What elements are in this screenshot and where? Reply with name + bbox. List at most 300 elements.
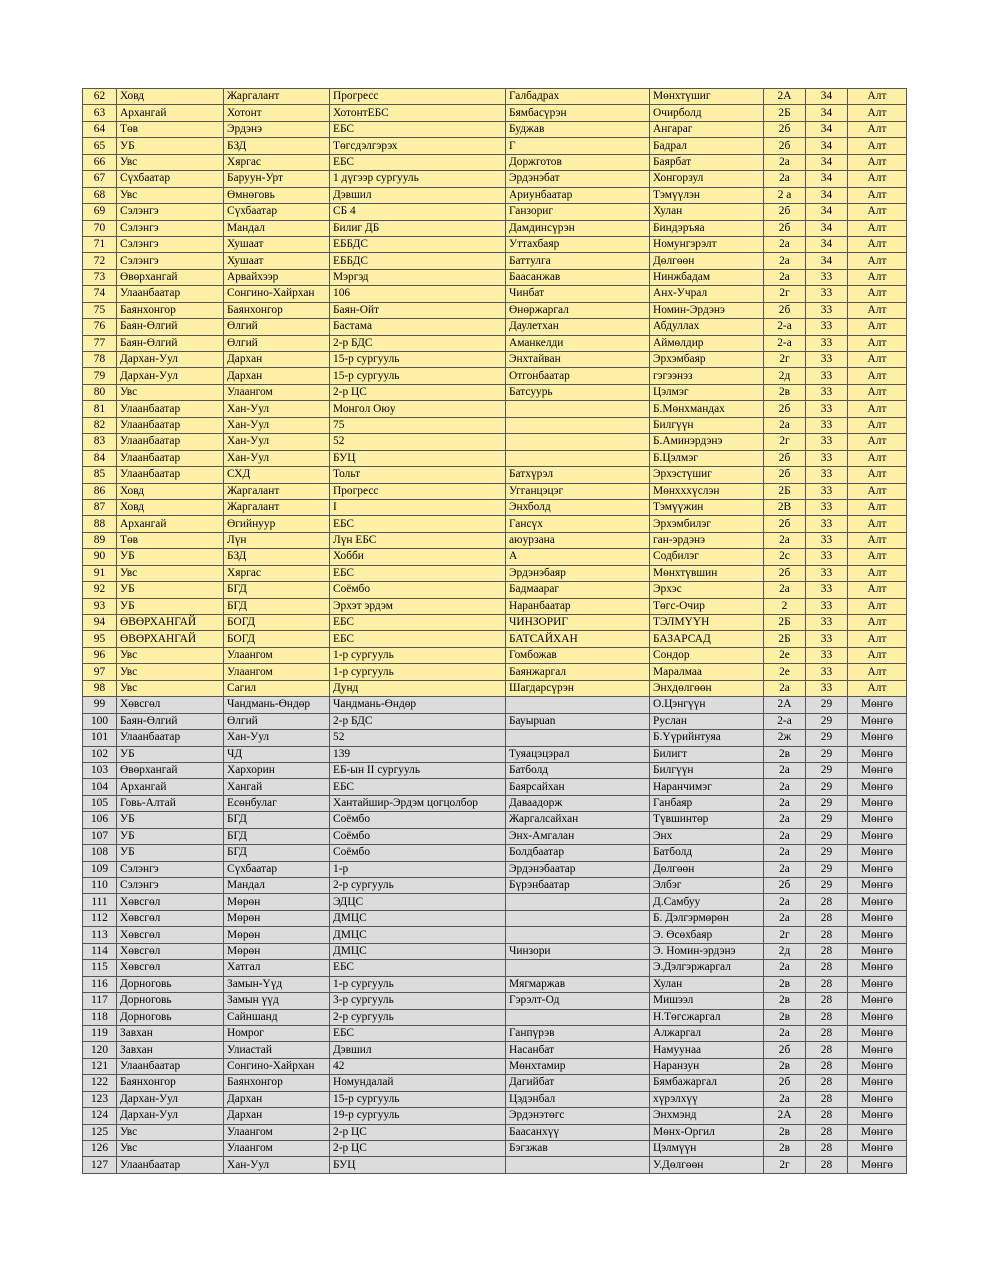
row-number: 79: [83, 368, 117, 384]
school-cell: ЕБ-ын II сургууль: [330, 762, 506, 778]
sum-cell: Улаангом: [224, 384, 330, 400]
score-cell: 33: [806, 434, 848, 450]
school-cell: ЭДЦС: [330, 894, 506, 910]
school-cell: 15-р сургууль: [330, 1091, 506, 1107]
score-cell: 33: [806, 549, 848, 565]
student-cell: Билгүүн: [650, 417, 764, 433]
row-number: 86: [83, 483, 117, 499]
grade-cell: 2в: [764, 1124, 806, 1140]
aimag-cell: Дархан-Уул: [117, 352, 224, 368]
teacher-cell: Бүрэнбаатар: [506, 878, 650, 894]
grade-cell: 2в: [764, 993, 806, 1009]
teacher-cell: Чинзори: [506, 943, 650, 959]
medal-cell: Алт: [848, 302, 907, 318]
row-number: 100: [83, 713, 117, 729]
table-row: [83, 138, 907, 154]
sum-cell: Хан-Уул: [224, 730, 330, 746]
medal-cell: Алт: [848, 220, 907, 236]
grade-cell: 2-а: [764, 319, 806, 335]
school-cell: 106: [330, 286, 506, 302]
sum-cell: Баруун-Урт: [224, 171, 330, 187]
aimag-cell: Улаанбаатар: [117, 467, 224, 483]
student-cell: Бадрал: [650, 138, 764, 154]
score-cell: 29: [806, 762, 848, 778]
table-row: [83, 204, 907, 220]
student-cell: Намуунаа: [650, 1042, 764, 1058]
grade-cell: 2а: [764, 894, 806, 910]
aimag-cell: Баянхонгор: [117, 1075, 224, 1091]
table-row: [83, 1124, 907, 1140]
aimag-cell: Говь-Алтай: [117, 795, 224, 811]
medal-cell: Алт: [848, 647, 907, 663]
student-cell: Мөнхтүшиг: [650, 89, 764, 105]
score-cell: 33: [806, 516, 848, 532]
teacher-cell: [506, 730, 650, 746]
teacher-cell: Доржготов: [506, 154, 650, 170]
sum-cell: Өлгий: [224, 713, 330, 729]
aimag-cell: Увс: [117, 384, 224, 400]
school-cell: Баян-Ойт: [330, 302, 506, 318]
teacher-cell: Жаргалсайхан: [506, 812, 650, 828]
aimag-cell: Улаанбаатар: [117, 730, 224, 746]
row-number: 94: [83, 615, 117, 631]
school-cell: 139: [330, 746, 506, 762]
student-cell: Аймөлдир: [650, 335, 764, 351]
medal-cell: Мөнгө: [848, 943, 907, 959]
row-number: 119: [83, 1025, 117, 1041]
row-number: 62: [83, 89, 117, 105]
school-cell: 19-р сургууль: [330, 1108, 506, 1124]
teacher-cell: Ариунбаатар: [506, 187, 650, 203]
school-cell: 1 дүгээр сургууль: [330, 171, 506, 187]
school-cell: 52: [330, 730, 506, 746]
sum-cell: Өлгий: [224, 335, 330, 351]
score-cell: 29: [806, 812, 848, 828]
row-number: 63: [83, 105, 117, 121]
school-cell: 1-р: [330, 861, 506, 877]
row-number: 88: [83, 516, 117, 532]
school-cell: Тольт: [330, 467, 506, 483]
medal-cell: Мөнгө: [848, 1091, 907, 1107]
score-cell: 33: [806, 467, 848, 483]
school-cell: ЕБС: [330, 779, 506, 795]
student-cell: Содбилэг: [650, 549, 764, 565]
score-cell: 33: [806, 615, 848, 631]
sum-cell: Чандмань-Өндөр: [224, 697, 330, 713]
table-row: [83, 1025, 907, 1041]
table-row: [83, 121, 907, 137]
table-row: [83, 1009, 907, 1025]
row-number: 64: [83, 121, 117, 137]
teacher-cell: Эрдэнэтөгс: [506, 1108, 650, 1124]
grade-cell: 2б: [764, 1042, 806, 1058]
row-number: 99: [83, 697, 117, 713]
aimag-cell: Увс: [117, 1124, 224, 1140]
row-number: 95: [83, 631, 117, 647]
teacher-cell: Уттахбаяр: [506, 236, 650, 252]
medal-cell: Мөнгө: [848, 713, 907, 729]
row-number: 117: [83, 993, 117, 1009]
table-row: [83, 861, 907, 877]
school-cell: Хобби: [330, 549, 506, 565]
sum-cell: Улаангом: [224, 1141, 330, 1157]
school-cell: Хантайшир-Эрдэм цогцолбор: [330, 795, 506, 811]
row-number: 124: [83, 1108, 117, 1124]
student-cell: Цэлмүүн: [650, 1141, 764, 1157]
sum-cell: Замын үүд: [224, 993, 330, 1009]
medal-cell: Алт: [848, 154, 907, 170]
grade-cell: 2б: [764, 878, 806, 894]
grade-cell: 2а: [764, 1091, 806, 1107]
sum-cell: Хан-Уул: [224, 434, 330, 450]
grade-cell: 2б: [764, 204, 806, 220]
table-row: [83, 730, 907, 746]
table-row: [83, 664, 907, 680]
aimag-cell: Сэлэнгэ: [117, 236, 224, 252]
student-cell: Дөлгөөн: [650, 253, 764, 269]
teacher-cell: Гансүх: [506, 516, 650, 532]
table-row: [83, 1108, 907, 1124]
school-cell: 2-р ЦС: [330, 1124, 506, 1140]
score-cell: 34: [806, 138, 848, 154]
teacher-cell: Баасанжав: [506, 269, 650, 285]
medal-cell: Мөнгө: [848, 730, 907, 746]
aimag-cell: Ховд: [117, 483, 224, 499]
student-cell: Ганбаяр: [650, 795, 764, 811]
sum-cell: БЗД: [224, 549, 330, 565]
medal-cell: Мөнгө: [848, 878, 907, 894]
table-row: [83, 647, 907, 663]
aimag-cell: УБ: [117, 549, 224, 565]
medal-cell: Алт: [848, 680, 907, 696]
score-cell: 29: [806, 828, 848, 844]
row-number: 106: [83, 812, 117, 828]
sum-cell: Сүхбаатар: [224, 861, 330, 877]
table-row: [83, 565, 907, 581]
student-cell: гэгээнэз: [650, 368, 764, 384]
table-row: [83, 384, 907, 400]
teacher-cell: Энх-Амгалан: [506, 828, 650, 844]
score-cell: 28: [806, 1108, 848, 1124]
grade-cell: 2б: [764, 467, 806, 483]
table-row: [83, 713, 907, 729]
grade-cell: 2а: [764, 779, 806, 795]
grade-cell: 2ж: [764, 730, 806, 746]
medal-cell: Мөнгө: [848, 894, 907, 910]
student-cell: Цэлмэг: [650, 384, 764, 400]
school-cell: ДМЦС: [330, 943, 506, 959]
aimag-cell: ӨВӨРХАНГАЙ: [117, 615, 224, 631]
aimag-cell: Увс: [117, 664, 224, 680]
teacher-cell: А: [506, 549, 650, 565]
school-cell: 1-р сургууль: [330, 976, 506, 992]
results-table-body: [83, 89, 907, 1174]
score-cell: 33: [806, 335, 848, 351]
sum-cell: Мөрөн: [224, 927, 330, 943]
row-number: 74: [83, 286, 117, 302]
school-cell: Дэвшил: [330, 187, 506, 203]
row-number: 121: [83, 1058, 117, 1074]
teacher-cell: Эрдэнэбат: [506, 171, 650, 187]
student-cell: Биндэръяа: [650, 220, 764, 236]
aimag-cell: Увс: [117, 154, 224, 170]
aimag-cell: Дорноговь: [117, 976, 224, 992]
school-cell: Билиг ДБ: [330, 220, 506, 236]
student-cell: Б.Үүрийнтуяа: [650, 730, 764, 746]
teacher-cell: Гомбожав: [506, 647, 650, 663]
school-cell: Төгсдэлгэрэх: [330, 138, 506, 154]
row-number: 120: [83, 1042, 117, 1058]
school-cell: 2-р ЦС: [330, 1141, 506, 1157]
student-cell: Маралмаа: [650, 664, 764, 680]
score-cell: 33: [806, 368, 848, 384]
grade-cell: 2б: [764, 401, 806, 417]
row-number: 93: [83, 598, 117, 614]
grade-cell: 2а: [764, 680, 806, 696]
row-number: 80: [83, 384, 117, 400]
sum-cell: Баянхонгор: [224, 1075, 330, 1091]
grade-cell: 2б: [764, 302, 806, 318]
table-row: [83, 105, 907, 121]
table-row: [83, 368, 907, 384]
table-row: [83, 1075, 907, 1091]
grade-cell: 2в: [764, 1058, 806, 1074]
student-cell: Баярбат: [650, 154, 764, 170]
teacher-cell: Баттулга: [506, 253, 650, 269]
school-cell: Соёмбо: [330, 845, 506, 861]
aimag-cell: Хөвсгөл: [117, 910, 224, 926]
score-cell: 34: [806, 220, 848, 236]
aimag-cell: Улаанбаатар: [117, 286, 224, 302]
sum-cell: Мандал: [224, 878, 330, 894]
student-cell: Б.Мөнхмандах: [650, 401, 764, 417]
grade-cell: 2-а: [764, 713, 806, 729]
sum-cell: Хангай: [224, 779, 330, 795]
aimag-cell: Увс: [117, 647, 224, 663]
table-row: [83, 746, 907, 762]
school-cell: 2-р БДС: [330, 335, 506, 351]
row-number: 116: [83, 976, 117, 992]
medal-cell: Алт: [848, 434, 907, 450]
student-cell: БАЗАРСАД: [650, 631, 764, 647]
grade-cell: 2г: [764, 434, 806, 450]
medal-cell: Алт: [848, 253, 907, 269]
sum-cell: БГД: [224, 598, 330, 614]
school-cell: Соёмбо: [330, 812, 506, 828]
score-cell: 29: [806, 746, 848, 762]
teacher-cell: Бэгзжав: [506, 1141, 650, 1157]
aimag-cell: Дархан-Уул: [117, 1091, 224, 1107]
table-row: [83, 549, 907, 565]
grade-cell: 2Б: [764, 105, 806, 121]
teacher-cell: Туяацэцэрал: [506, 746, 650, 762]
score-cell: 28: [806, 976, 848, 992]
row-number: 108: [83, 845, 117, 861]
grade-cell: 2Б: [764, 631, 806, 647]
medal-cell: Алт: [848, 335, 907, 351]
school-cell: ЕББДС: [330, 236, 506, 252]
score-cell: 28: [806, 1157, 848, 1173]
student-cell: Б. Дэлгэрмөрөн: [650, 910, 764, 926]
score-cell: 33: [806, 352, 848, 368]
medal-cell: Мөнгө: [848, 1141, 907, 1157]
row-number: 82: [83, 417, 117, 433]
medal-cell: Мөнгө: [848, 976, 907, 992]
teacher-cell: Наранбаатар: [506, 598, 650, 614]
sum-cell: БГД: [224, 828, 330, 844]
teacher-cell: Батсуурь: [506, 384, 650, 400]
score-cell: 34: [806, 121, 848, 137]
school-cell: Прогресс: [330, 483, 506, 499]
aimag-cell: Хөвсгөл: [117, 894, 224, 910]
row-number: 113: [83, 927, 117, 943]
score-cell: 33: [806, 499, 848, 515]
score-cell: 34: [806, 171, 848, 187]
school-cell: ЕБС: [330, 1025, 506, 1041]
table-row: [83, 598, 907, 614]
teacher-cell: [506, 910, 650, 926]
teacher-cell: Аманкелди: [506, 335, 650, 351]
school-cell: БУЦ: [330, 1157, 506, 1173]
score-cell: 28: [806, 943, 848, 959]
aimag-cell: Сэлэнгэ: [117, 204, 224, 220]
school-cell: Номундалай: [330, 1075, 506, 1091]
student-cell: Эрхэмбаяр: [650, 352, 764, 368]
sum-cell: Өгийнуур: [224, 516, 330, 532]
school-cell: ДМЦС: [330, 927, 506, 943]
score-cell: 29: [806, 713, 848, 729]
teacher-cell: [506, 434, 650, 450]
teacher-cell: Чинбат: [506, 286, 650, 302]
row-number: 125: [83, 1124, 117, 1140]
aimag-cell: УБ: [117, 582, 224, 598]
sum-cell: Лүн: [224, 532, 330, 548]
school-cell: Дунд: [330, 680, 506, 696]
aimag-cell: УБ: [117, 138, 224, 154]
grade-cell: 2б: [764, 138, 806, 154]
medal-cell: Алт: [848, 384, 907, 400]
row-number: 76: [83, 319, 117, 335]
sum-cell: Мөрөн: [224, 894, 330, 910]
table-row: [83, 812, 907, 828]
student-cell: Мөнхххүслэн: [650, 483, 764, 499]
student-cell: Хулан: [650, 976, 764, 992]
medal-cell: Алт: [848, 615, 907, 631]
table-row: [83, 401, 907, 417]
score-cell: 33: [806, 664, 848, 680]
aimag-cell: Баян-Өлгий: [117, 335, 224, 351]
sum-cell: СХД: [224, 467, 330, 483]
grade-cell: 2б: [764, 450, 806, 466]
row-number: 67: [83, 171, 117, 187]
grade-cell: 2а: [764, 154, 806, 170]
score-cell: 34: [806, 154, 848, 170]
teacher-cell: [506, 894, 650, 910]
school-cell: Прогресс: [330, 89, 506, 105]
sum-cell: Өмнөговь: [224, 187, 330, 203]
school-cell: Эрхэт эрдэм: [330, 598, 506, 614]
grade-cell: 2д: [764, 368, 806, 384]
grade-cell: 2а: [764, 910, 806, 926]
table-row: [83, 171, 907, 187]
medal-cell: Алт: [848, 269, 907, 285]
teacher-cell: Дагийбат: [506, 1075, 650, 1091]
table-row: [83, 631, 907, 647]
teacher-cell: Бадмаараг: [506, 582, 650, 598]
teacher-cell: [506, 927, 650, 943]
aimag-cell: Дархан-Уул: [117, 1108, 224, 1124]
row-number: 96: [83, 647, 117, 663]
teacher-cell: Энхболд: [506, 499, 650, 515]
teacher-cell: Эрдэнэбаатар: [506, 861, 650, 877]
sum-cell: ЧД: [224, 746, 330, 762]
school-cell: ЕБС: [330, 615, 506, 631]
medal-cell: Алт: [848, 549, 907, 565]
teacher-cell: Баярсайхан: [506, 779, 650, 795]
grade-cell: 2с: [764, 549, 806, 565]
table-row: [83, 1058, 907, 1074]
row-number: 75: [83, 302, 117, 318]
score-cell: 33: [806, 401, 848, 417]
table-row: [83, 943, 907, 959]
grade-cell: 2 а: [764, 187, 806, 203]
student-cell: Тэмүүлэн: [650, 187, 764, 203]
medal-cell: Алт: [848, 417, 907, 433]
sum-cell: Есөнбулаг: [224, 795, 330, 811]
medal-cell: Мөнгө: [848, 1108, 907, 1124]
sum-cell: Жаргалант: [224, 499, 330, 515]
teacher-cell: БАТСАЙХАН: [506, 631, 650, 647]
table-row: [83, 467, 907, 483]
school-cell: ЕБС: [330, 960, 506, 976]
grade-cell: 2Б: [764, 615, 806, 631]
teacher-cell: Галбадрах: [506, 89, 650, 105]
teacher-cell: [506, 401, 650, 417]
score-cell: 33: [806, 598, 848, 614]
table-row: [83, 697, 907, 713]
score-cell: 28: [806, 927, 848, 943]
table-row: [83, 894, 907, 910]
medal-cell: Алт: [848, 105, 907, 121]
student-cell: Эрхэс: [650, 582, 764, 598]
teacher-cell: [506, 1009, 650, 1025]
student-cell: Э.Дэлгэржаргал: [650, 960, 764, 976]
sum-cell: Улаангом: [224, 664, 330, 680]
sum-cell: Мөрөн: [224, 943, 330, 959]
medal-cell: Алт: [848, 664, 907, 680]
score-cell: 33: [806, 647, 848, 663]
row-number: 73: [83, 269, 117, 285]
teacher-cell: Г: [506, 138, 650, 154]
table-row: [83, 993, 907, 1009]
row-number: 122: [83, 1075, 117, 1091]
aimag-cell: Улаанбаатар: [117, 450, 224, 466]
medal-cell: Мөнгө: [848, 697, 907, 713]
score-cell: 33: [806, 565, 848, 581]
teacher-cell: Шагдарсүрэн: [506, 680, 650, 696]
grade-cell: 2а: [764, 532, 806, 548]
row-number: 69: [83, 204, 117, 220]
row-number: 110: [83, 878, 117, 894]
row-number: 83: [83, 434, 117, 450]
student-cell: Нинжбадам: [650, 269, 764, 285]
aimag-cell: Архангай: [117, 105, 224, 121]
score-cell: 33: [806, 631, 848, 647]
score-cell: 33: [806, 680, 848, 696]
score-cell: 28: [806, 1091, 848, 1107]
teacher-cell: Гэрэлт-Од: [506, 993, 650, 1009]
aimag-cell: Төв: [117, 121, 224, 137]
